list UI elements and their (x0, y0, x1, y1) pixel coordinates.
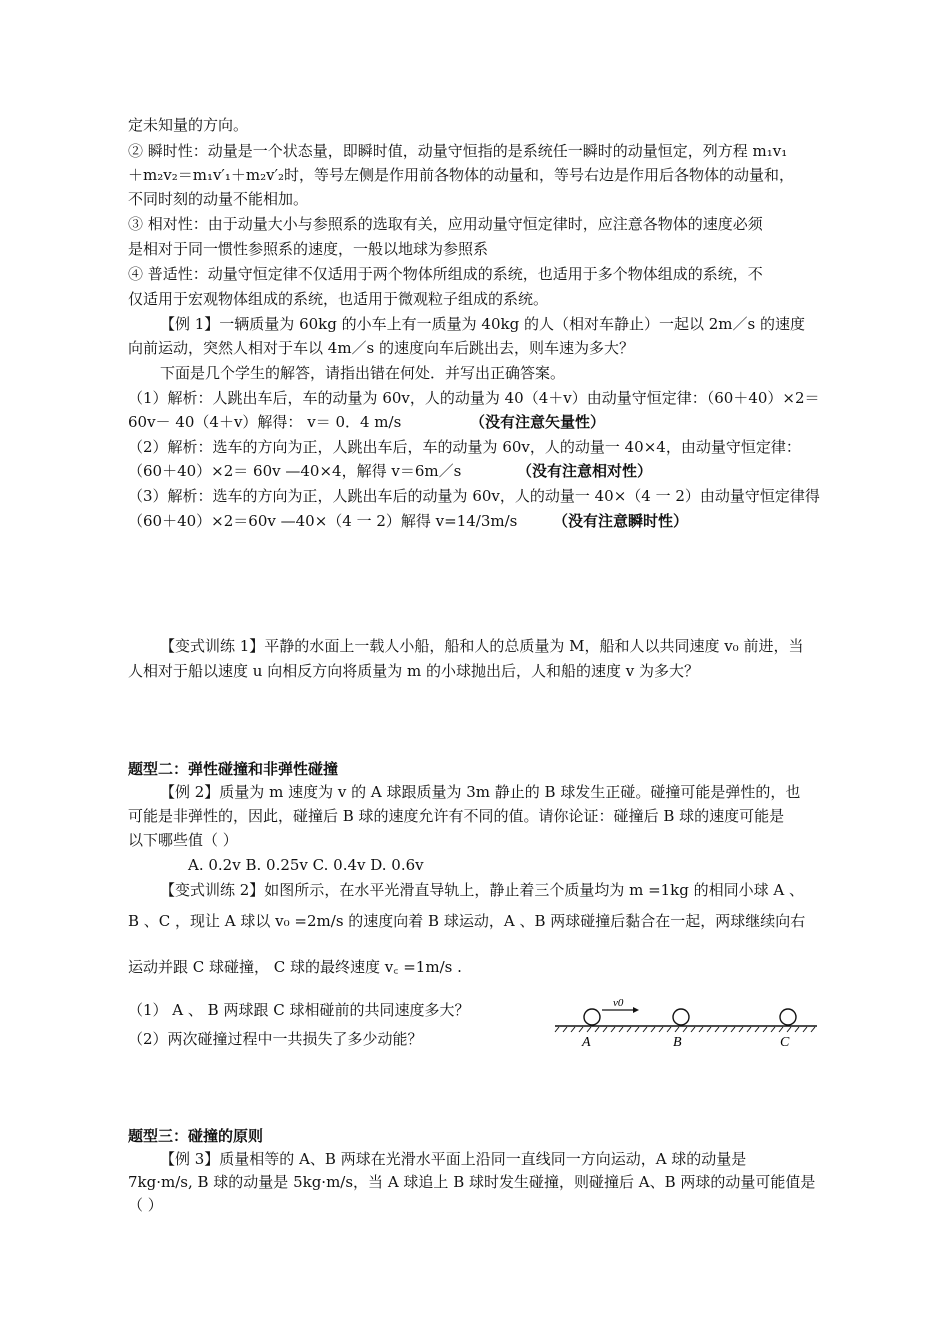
section-heading-2: 题型二：弹性碰撞和非弹性碰撞 (128, 760, 339, 778)
subquestion-2: （2）两次碰撞过程中一共损失了多少动能？ (128, 1030, 423, 1048)
solution-3-cont: （60＋40）×2＝60v —40×（4 一 2）解得 v=14/3m/s (128, 512, 518, 530)
collision-diagram (555, 997, 820, 1062)
rail-hatching (555, 1027, 815, 1032)
error-note-1: （没有注意矢量性） (470, 413, 606, 431)
text-line: 是相对于同一惯性参照系的速度，一般以地球为参照系 (128, 240, 489, 258)
text-line: 运动并跟 C 球碰撞， C 球的最终速度 v꜀ =1m/s . (128, 958, 462, 976)
velocity-label: v0 (613, 997, 624, 1009)
text-line: 下面是几个学生的解答，请指出错在何处．并写出正确答案。 (160, 364, 566, 382)
error-note-2: （没有注意相对性） (517, 462, 653, 480)
solution-2-cont: （60＋40）×2＝ 60v —40×4，解得 v＝6m／s (128, 462, 462, 480)
example-3-question: 【例 3】质量相等的 A、B 两球在光滑水平面上沿同一直线同一方向运动，A 球的动量是 (160, 1150, 747, 1168)
text-line: 可能是非弹性的，因此，碰撞后 B 球的速度允许有不同的值。请你论证：碰撞后 B 球的速度可能是 (128, 807, 785, 825)
answer-options: A. 0.2v B. 0.25v C. 0.4v D. 0.6v (188, 856, 424, 874)
ball-b (673, 1009, 689, 1025)
text-line: ③ 相对性：由于动量大小与参照系的选取有关，应用动量守恒定律时，应注意各物体的速度必须 (128, 215, 763, 233)
label-b: B (673, 1035, 682, 1050)
text-line: 定未知量的方向。 (128, 116, 249, 134)
example-2-question: 【例 2】质量为 m 速度为 v 的 A 球跟质量为 3m 静止的 B 球发生正碰。碰撞可能是弹性的，也 (160, 783, 801, 801)
solution-1: （1）解析：人跳出车后，车的动量为 60v，人的动量为 40（4＋v）由动量守恒定律：（60＋40）×2＝ (128, 389, 820, 407)
variant-2-question: 【变式训练 2】如图所示，在水平光滑直导轨上，静止着三个质量均为 m =1kg 的相同小球 A 、 (160, 881, 805, 899)
solution-1-cont: 60v－ 40（4＋v）解得： v＝ 0．4 m/s (128, 413, 402, 431)
ball-c (780, 1009, 796, 1025)
label-a: A (582, 1035, 591, 1050)
text-line: 人相对于船以速度 u 向相反方向将质量为 m 的小球抛出后，人和船的速度 v 为多大？ (128, 662, 699, 680)
solution-3: （3）解析：选车的方向为正，人跳出车后的动量为 60v，人的动量一 40×（4 一 2）由动量守恒定律得 (128, 487, 820, 505)
text-line: 7kg·m/s, B 球的动量是 5kg·m/s，当 A 球追上 B 球时发生碰撞，则碰撞后 A、B 两球的动量可能值是 (128, 1173, 816, 1191)
text-line: 仅适用于宏观物体组成的系统，也适用于微观粒子组成的系统。 (128, 290, 549, 308)
section-heading-3: 题型三：碰撞的原则 (128, 1127, 264, 1145)
solution-2: （2）解析：选车的方向为正，人跳出车后，车的动量为 60v，人的动量一 40×4，由动量守恒定律： (128, 438, 801, 456)
text-line: 不同时刻的动量不能相加。 (128, 190, 309, 208)
error-note-3: （没有注意瞬时性） (553, 512, 689, 530)
text-line: ＋m₂v₂＝m₁v′₁＋m₂v′₂时，等号左侧是作用前各物体的动量和，等号右边是作用后各物体的动量和， (128, 166, 794, 184)
text-line: ④ 普适性：动量守恒定律不仅适用于两个物体所组成的系统，也适用于多个物体组成的系统，不 (128, 265, 763, 283)
ball-a (584, 1009, 600, 1025)
subquestion-1: （1） A 、 B 两球跟 C 球相碰前的共同速度多大？ (128, 1001, 470, 1019)
example-1-question: 【例 1】一辆质量为 60kg 的小车上有一质量为 40kg 的人（相对车静止）一起以 2m／s 的速度 (160, 315, 805, 333)
text-line: （ ） (128, 1196, 163, 1214)
text-line: 以下哪些值（ ） (128, 831, 238, 849)
text-line: ② 瞬时性：动量是一个状态量，即瞬时值，动量守恒指的是系统任一瞬时的动量恒定，列方程 m₁v₁ (128, 142, 788, 160)
label-c: C (780, 1035, 790, 1050)
variant-1-question: 【变式训练 1】平静的水面上一载人小船，船和人的总质量为 M，船和人以共同速度 v₀ 前进，当 (160, 637, 804, 655)
text-line: 向前运动，突然人相对于车以 4m／s 的速度向车后跳出去，则车速为多大？ (128, 339, 635, 357)
text-line: B 、C ，现让 A 球以 v₀ =2m/s 的速度向着 B 球运动，A 、B 两球碰撞后黏合在一起，两球继续向右 (128, 912, 806, 930)
velocity-arrowhead (633, 1007, 639, 1013)
